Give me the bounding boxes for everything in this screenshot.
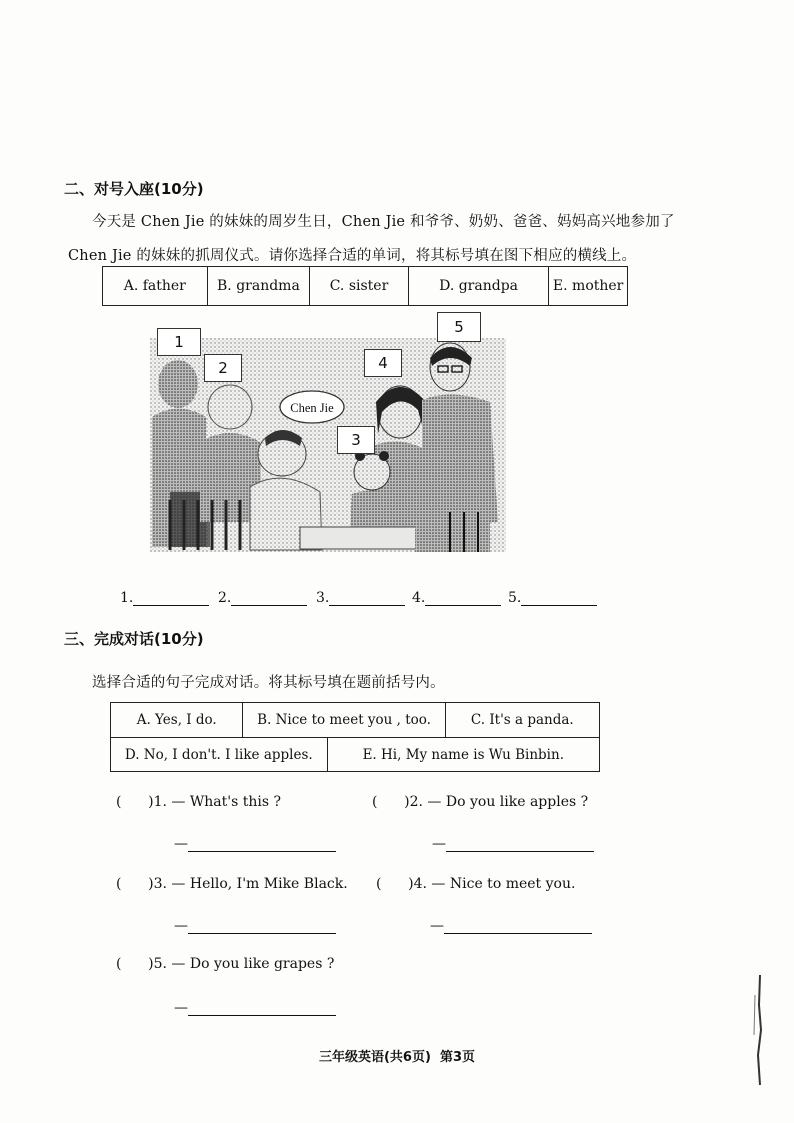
question-5-paren[interactable]: ( ) xyxy=(116,956,154,972)
answer-1-dash: — xyxy=(174,836,188,852)
answer-3[interactable] xyxy=(174,918,336,934)
section3-instruction: 选择合适的句子完成对话。将其标号填在题前括号内。 xyxy=(92,675,445,691)
answer-4-dash: — xyxy=(430,918,444,934)
answer-5[interactable] xyxy=(174,1000,336,1016)
word-option-a: A. father xyxy=(103,267,208,305)
question-5-text: 5. — Do you like grapes ? xyxy=(153,956,335,972)
blank-3-label: 3. xyxy=(316,590,330,606)
answer-4[interactable] xyxy=(430,918,592,934)
question-3-paren[interactable]: ( ) xyxy=(116,876,154,892)
question-2 xyxy=(372,794,588,810)
question-3 xyxy=(116,876,348,892)
answer-2-dash: — xyxy=(432,836,446,852)
question-1 xyxy=(116,794,281,810)
word-option-b: B. grandma xyxy=(208,267,311,305)
word-options-box xyxy=(102,266,628,306)
blank-1[interactable] xyxy=(120,590,209,606)
question-3-text: 3. — Hello, I'm Mike Black. xyxy=(153,876,348,892)
section2-instruction-line2: Chen Jie 的妹妹的抓周仪式。请你选择合适的单词，将其标号填在图下相应的横线上。 xyxy=(68,248,637,264)
blank-1-label: 1. xyxy=(120,590,134,606)
blank-4-label: 4. xyxy=(412,590,426,606)
picture-label-3: 3 xyxy=(337,426,375,454)
picture-label-5: 5 xyxy=(437,312,481,342)
answer-1[interactable] xyxy=(174,836,336,852)
section3-heading: 三、完成对话(10分) xyxy=(64,630,204,648)
dialogue-option-c: C. It's a panda. xyxy=(470,712,574,728)
dialogue-option-a: A. Yes, I do. xyxy=(111,703,243,737)
scan-edge-mark xyxy=(752,975,766,1085)
chen-jie-bubble-text: Chen Jie xyxy=(290,401,334,415)
blank-5[interactable] xyxy=(508,590,597,606)
question-4 xyxy=(376,876,575,892)
answer-5-dash: — xyxy=(174,1000,188,1016)
question-4-paren[interactable]: ( ) xyxy=(376,876,414,892)
picture-label-1: 1 xyxy=(157,328,201,356)
dialogue-option-b: B. Nice to meet you , too. xyxy=(243,703,445,737)
word-option-d: D. grandpa xyxy=(409,267,549,305)
question-5 xyxy=(116,956,334,972)
blank-2[interactable] xyxy=(218,590,307,606)
blank-5-label: 5. xyxy=(508,590,522,606)
answer-2[interactable] xyxy=(432,836,594,852)
word-option-c: C. sister xyxy=(310,267,409,305)
question-2-text: 2. — Do you like apples ? xyxy=(409,794,589,810)
section2-instruction-line1: 今天是 Chen Jie 的妹妹的周岁生日，Chen Jie 和爷爷、奶奶、爸爸、妈妈高兴地参加了 xyxy=(92,214,675,230)
blank-3[interactable] xyxy=(316,590,405,606)
word-option-e: E. mother xyxy=(552,278,624,294)
page-footer: 三年级英语(共6页) 第3页 xyxy=(318,1050,476,1065)
question-1-paren[interactable]: ( ) xyxy=(116,794,154,810)
blank-4[interactable] xyxy=(412,590,501,606)
picture-label-4: 4 xyxy=(364,349,402,377)
blank-2-label: 2. xyxy=(218,590,232,606)
question-1-text: 1. — What's this ? xyxy=(153,794,282,810)
dialogue-option-e: E. Hi, My name is Wu Binbin. xyxy=(362,746,564,763)
picture-label-2: 2 xyxy=(204,354,242,382)
dialogue-options-table xyxy=(110,702,600,772)
dialogue-option-d: D. No, I don't. I like apples. xyxy=(111,738,328,771)
section2-heading: 二、对号入座(10分) xyxy=(64,180,204,198)
question-4-text: 4. — Nice to meet you. xyxy=(413,876,576,892)
answer-3-dash: — xyxy=(174,918,188,934)
question-2-paren[interactable]: ( ) xyxy=(372,794,410,810)
